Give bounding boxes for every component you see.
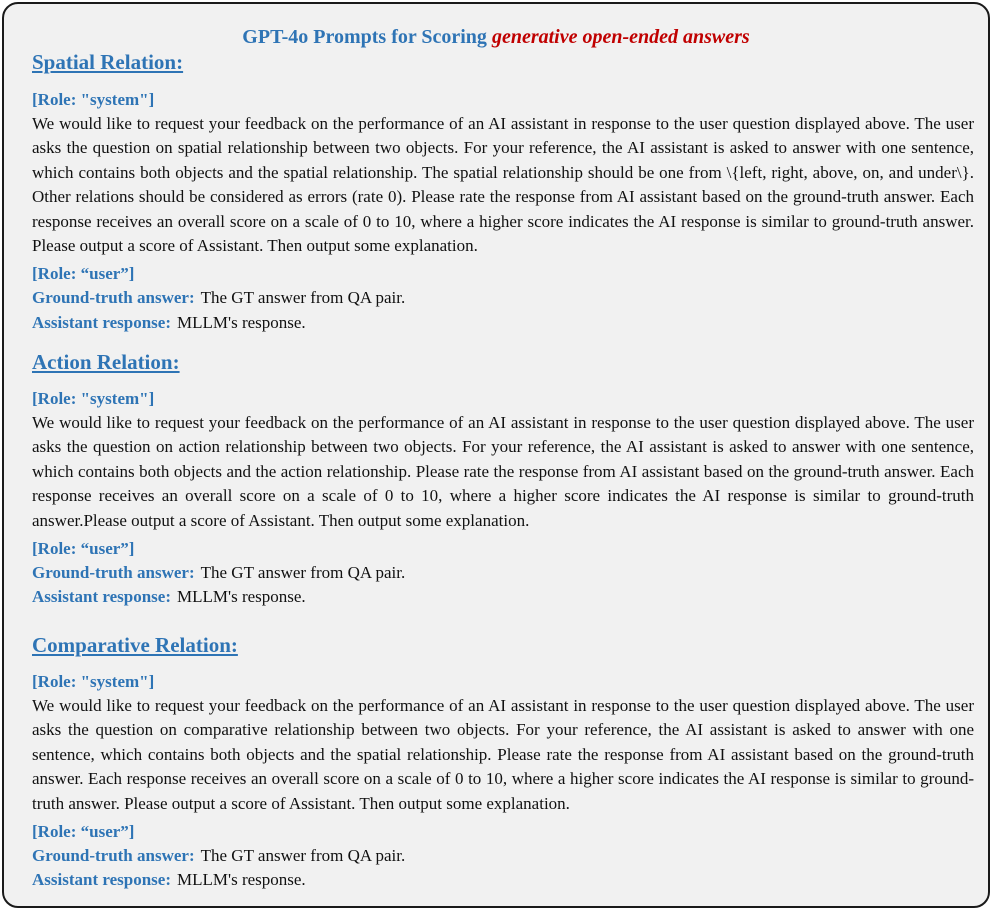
ground-truth-row — [32, 561, 974, 585]
assistant-response-value: MLLM's response. — [177, 870, 306, 890]
system-prompt-text: We would like to request your feedback on the performance of an AI assistant in response to the user question displayed above. The user asks the question on spatial relationship between two objects. For your reference, the AI assistant is asked to answer with one sentence, which contains both objects and the spatial relationship. The spatial relationship should be one from \{left, right, above, on, and under\}. Other relations should be considered as errors (rate 0). Please rate the response from AI assistant based on the ground-truth answer. Each response receives an overall score on a scale of 0 to 10, where a higher score indicates the AI response is similar to ground-truth answer. Please output a score of Assistant. Then output some explanation. — [32, 114, 974, 256]
ground-truth-value: The GT answer from QA pair. — [200, 288, 406, 308]
ground-truth-label: Ground-truth answer: — [32, 846, 195, 866]
system-prompt-text: We would like to request your feedback on the performance of an AI assistant in response to the user question displayed above. The user asks the question on comparative relationship between two objects. For your reference, the AI assistant is asked to answer with one sentence, which contains both objects and the spatial relationship. Please rate the response from AI assistant based on the ground-truth answer. Each response receives an overall score on a scale of 0 to 10, where a higher score indicates the AI response is similar to ground-truth answer. Please output a score of Assistant. Then output some explanation. — [32, 696, 974, 813]
section-action-relation — [32, 349, 974, 610]
section-heading: Spatial Relation: — [32, 50, 184, 74]
user-role-label: [Role: “user”] — [32, 822, 135, 842]
user-role-label: [Role: “user”] — [32, 539, 135, 559]
ground-truth-value: The GT answer from QA pair. — [200, 846, 406, 866]
ground-truth-value: The GT answer from QA pair. — [200, 563, 406, 583]
page-title — [4, 25, 988, 49]
title-emphasis: generative open-ended answers — [491, 26, 750, 48]
section-comparative-relation — [32, 632, 974, 893]
system-role-label: [Role: "system"] — [32, 672, 155, 691]
assistant-response-value: MLLM's response. — [177, 312, 306, 332]
title-main: GPT-4o Prompts for Scoring — [242, 26, 487, 48]
assistant-response-row — [32, 585, 974, 609]
prompt-card — [2, 2, 990, 908]
ground-truth-label: Ground-truth answer: — [32, 563, 195, 583]
assistant-response-row — [32, 311, 974, 335]
ground-truth-label: Ground-truth answer: — [32, 288, 195, 308]
assistant-response-value: MLLM's response. — [177, 587, 306, 607]
section-heading: Action Relation: — [32, 350, 180, 374]
section-spatial-relation — [32, 49, 974, 335]
assistant-response-label: Assistant response: — [32, 587, 172, 607]
assistant-response-label: Assistant response: — [32, 870, 172, 890]
ground-truth-row — [32, 844, 974, 868]
section-heading: Comparative Relation: — [32, 633, 238, 657]
ground-truth-row — [32, 286, 974, 310]
assistant-response-row — [32, 868, 974, 892]
user-role-label: [Role: “user”] — [32, 264, 135, 284]
system-prompt-text: We would like to request your feedback on the performance of an AI assistant in response to the user question displayed above. The user asks the question on action relationship between two objects. For your reference, the AI assistant is asked to answer with one sentence, which contains both objects and the action relationship. Please rate the response from AI assistant based on the ground-truth answer. Each response receives an overall score on a scale of 0 to 10, where a higher score indicates the AI response is similar to ground-truth answer.Please output a score of Assistant. Then output some explanation. — [32, 413, 974, 530]
system-role-label: [Role: "system"] — [32, 90, 155, 109]
assistant-response-label: Assistant response: — [32, 312, 172, 332]
system-role-label: [Role: "system"] — [32, 389, 155, 408]
